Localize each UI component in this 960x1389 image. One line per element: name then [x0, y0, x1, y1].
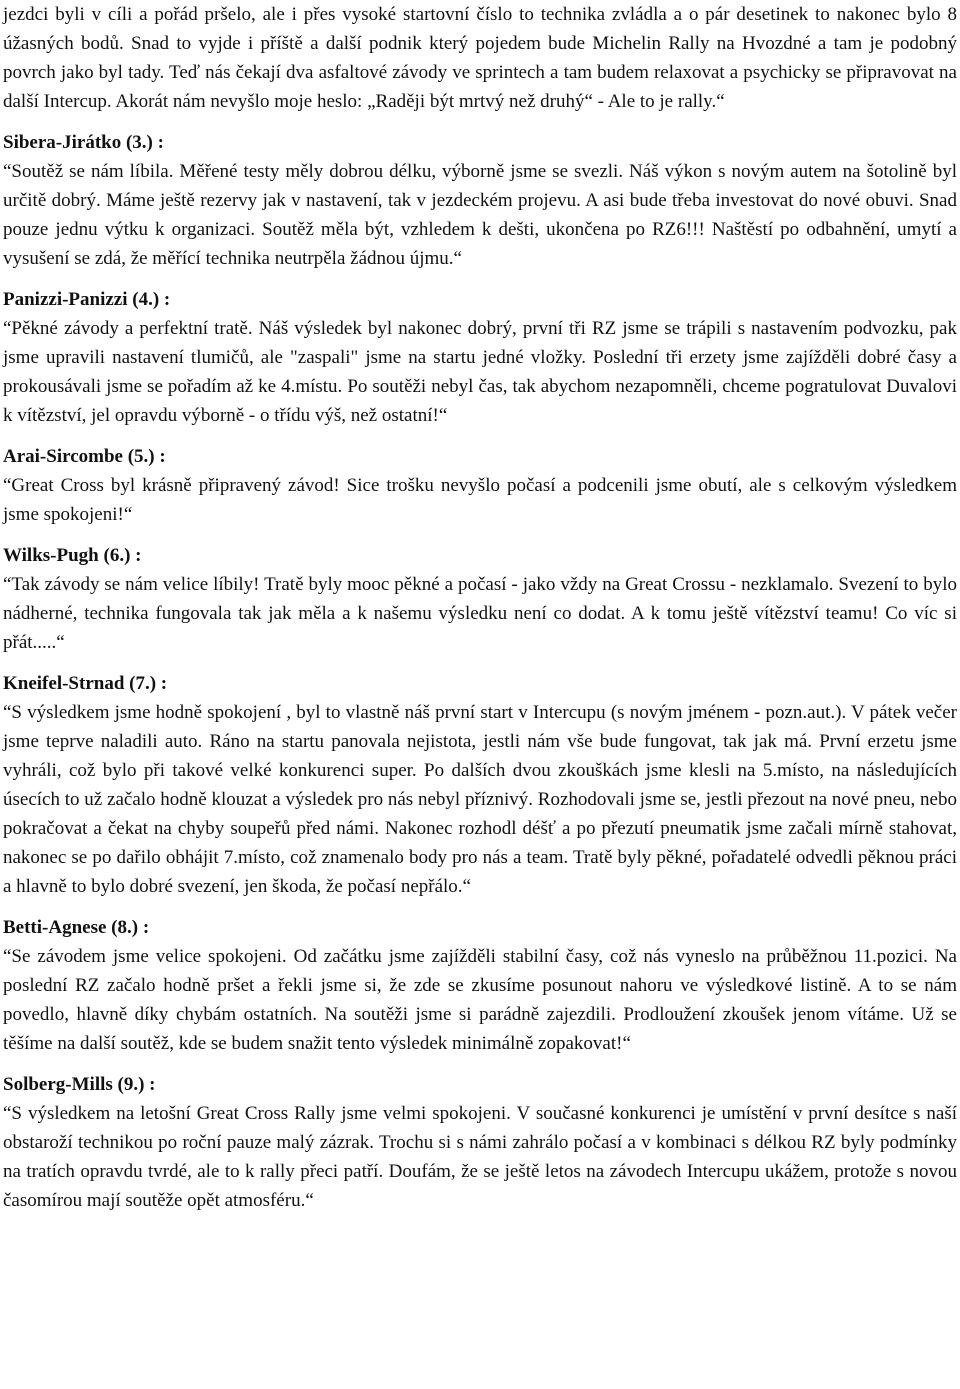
section-heading: Sibera-Jirátko (3.) : — [3, 132, 164, 153]
section-solberg-mills — [3, 1070, 957, 1215]
section-text: “Tak závody se nám velice líbily! Tratě byly mooc pěkné a počasí - jako vždy na Great Crossu - nezklamalo. Svezení to bylo nádherné, technika fungovala tak jak měla a k našemu výsledku není co dodat. A k tomu ještě vítězství teamu! Co víc si přát.....“ — [3, 574, 957, 653]
section-text: “Soutěž se nám líbila. Měřené testy měly dobrou délku, výborně jsme se svezli. Náš výkon s novým autem na šotolině byl určitě dobrý. Máme ještě rezervy jak v nastavení, tak v jezdeckém projevu. A asi bude třeba investovat do nové obuvi. Snad pouze jednu výtku k organizaci. Soutěž měla být, vzhledem k dešti, ukončena po RZ6!!! Naštěstí po odbahnění, umytí a vysušení se zdá, že měřící technika neutrpěla žádnou újmu.“ — [3, 161, 957, 269]
section-text: “Se závodem jsme velice spokojeni. Od začátku jsme zajížděli stabilní časy, což nás vyneslo na průběžnou 11.pozici. Na poslední RZ začalo hodně pršet a řekli jsme si, že zde se zkusíme posunout nahoru ve výsledkové listině. A to se nám povedlo, hlavně díky chybám ostatních. Na soutěži jsme si parádně zajezdili. Prodloužení zkoušek jenom vítáme. Už se těšíme na další soutěž, kde se budem snažit tento výsledek minimálně zopakovat!“ — [3, 946, 957, 1054]
section-text: “S výsledkem jsme hodně spokojení , byl to vlastně náš první start v Intercupu (s novým jménem - pozn.aut.). V pátek večer jsme teprve naladili auto. Ráno na startu panovala nejistota, jestli nám vše bude fungovat, tak jak má. První erzetu jsme vyhráli, což bylo při takové velké konkurenci super. Po dalších dvou zkouškách jsme klesli na 5.místo, na následujících úsecích to už začalo hodně klouzat a výsledek pro nás nebyl příznivý. Rozhodovali jsme se, jestli přezout na nové pneu, nebo pokračovat a čekat na chyby soupeřů před námi. Nakonec rozhodl déšť a po přezutí pneumatik jsme začali mírně stahovat, nakonec se po dařilo obhájit 7.místo, což znamenalo body pro nás a team. Tratě byly pěkné, pořadatelé odvedli pěknou práci a hlavně to bylo dobré svezení, jen škoda, že počasí nepřálo.“ — [3, 702, 957, 897]
section-arai-sircombe — [3, 442, 957, 529]
section-sibera-jiratko — [3, 128, 957, 273]
section-heading: Kneifel-Strnad (7.) : — [3, 673, 168, 694]
section-text: “S výsledkem na letošní Great Cross Rally jsme velmi spokojeni. V současné konkurenci je umístění v první desítce s naší obstaroží technikou po roční pauze malý zázrak. Trochu si s námi zahrálo počasí a v kombinaci s délkou RZ byly podmínky na tratích opravdu tvrdé, ale to k rally přeci patří. Doufám, že se ještě letos na závodech Intercupu ukážem, protože s novou časomírou mají soutěže opět atmosféru.“ — [3, 1103, 957, 1211]
section-heading: Panizzi-Panizzi (4.) : — [3, 289, 171, 310]
section-betti-agnese — [3, 913, 957, 1058]
section-heading: Solberg-Mills (9.) : — [3, 1074, 156, 1095]
section-text: “Pěkné závody a perfektní tratě. Náš výsledek byl nakonec dobrý, první tři RZ jsme se trápili s nastavením podvozku, pak jsme upravili nastavení tlumičů, ale "zaspali" jsme na startu jedné vložky. Poslední tři erzety jsme zajížděli dobré časy a prokousávali jsme se pořadím až ke 4.místu. Po soutěži nebyl čas, tak abychom nezapomněli, chceme pogratulovat Duvalovi k vítězství, jel opravdu výborně - o třídu výš, než ostatní!“ — [3, 318, 957, 426]
section-heading: Betti-Agnese (8.) : — [3, 917, 150, 938]
section-heading: Wilks-Pugh (6.) : — [3, 545, 142, 566]
section-kneifel-strnad — [3, 669, 957, 901]
article-body — [3, 0, 957, 1215]
intro-paragraph: jezdci byli v cíli a pořád pršelo, ale i přes vysoké startovní číslo to technika zvládla a o pár desetinek to nakonec bylo 8 úžasných bodů. Snad to vyjde i příště a další podnik který pojedem bude Michelin Rally na Hvozdné a tam je podobný povrch jako byl tady. Teď nás čekají dva asfaltové závody ve sprintech a tam budem relaxovat a psychicky se připravovat na další Intercup. Akorát nám nevyšlo moje heslo: „Raději být mrtvý než druhý“ - Ale to je rally.“ — [3, 4, 957, 112]
section-panizzi-panizzi — [3, 285, 957, 430]
section-text: “Great Cross byl krásně připravený závod! Sice trošku nevyšlo počasí a podcenili jsme obutí, ale s celkovým výsledkem jsme spokojeni!“ — [3, 475, 957, 525]
section-wilks-pugh — [3, 541, 957, 657]
section-heading: Arai-Sircombe (5.) : — [3, 446, 166, 467]
